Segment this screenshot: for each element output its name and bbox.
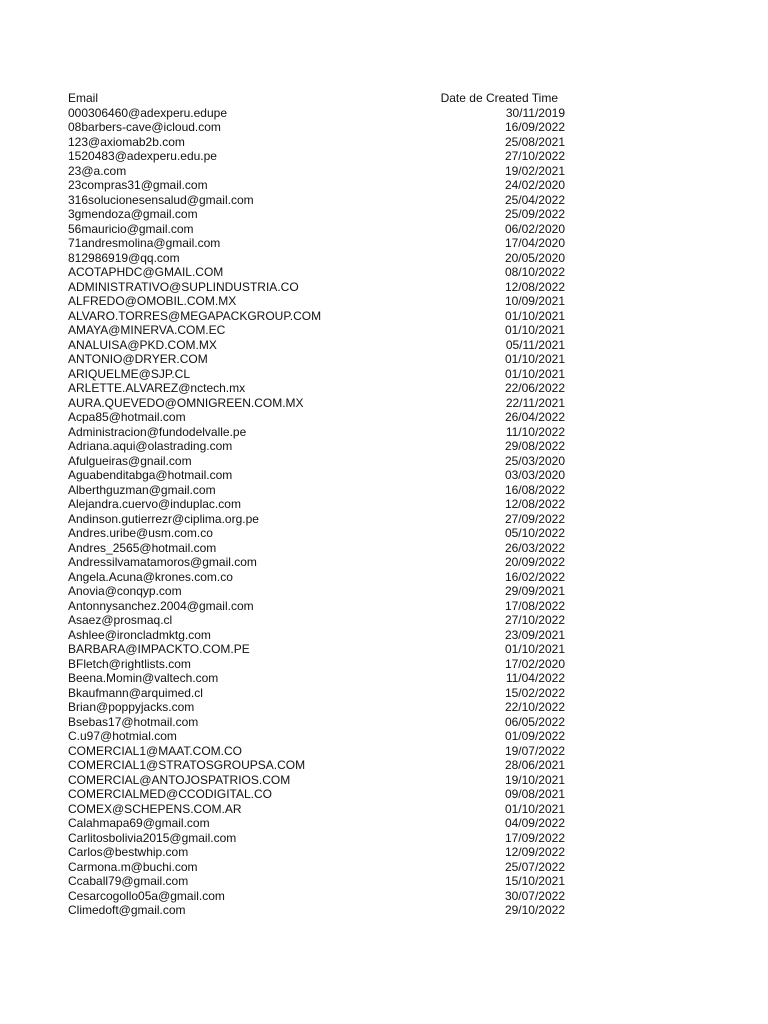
email-cell: 316solucionesensalud@gmail.com xyxy=(68,192,254,207)
email-cell: Bsebas17@hotmail.com xyxy=(68,714,199,729)
table-row xyxy=(68,715,568,730)
email-cell: Carlos@bestwhip.com xyxy=(68,845,189,859)
date-cell: 29/08/2022 xyxy=(504,439,565,453)
date-cell: 16/08/2022 xyxy=(504,482,565,497)
email-cell: Angela.Acuna@krones.com.co xyxy=(68,569,233,584)
date-cell: 30/07/2022 xyxy=(504,888,565,903)
email-cell: Carmona.m@buchi.com xyxy=(68,859,198,874)
date-cell: 15/10/2021 xyxy=(504,874,565,888)
table-row xyxy=(68,439,568,454)
email-cell: COMERCIALMED@CCODIGITAL.CO xyxy=(68,787,272,801)
email-cell: 56mauricio@gmail.com xyxy=(68,221,194,236)
date-cell: 04/09/2022 xyxy=(504,816,565,830)
date-cell: 27/10/2022 xyxy=(504,149,565,163)
date-cell: 29/09/2021 xyxy=(504,584,565,598)
email-cell: Cesarcogollo05a@gmail.com xyxy=(68,888,225,903)
table-row xyxy=(68,599,568,614)
email-cell: ARIQUELME@SJP.CL xyxy=(68,366,190,381)
table-row xyxy=(68,845,568,860)
date-cell: 09/08/2021 xyxy=(504,787,565,801)
table-row xyxy=(68,396,568,411)
email-cell: Alberthguzman@gmail.com xyxy=(68,482,216,497)
email-cell: Andinson.gutierrezr@ciplima.org.pe xyxy=(68,511,259,526)
date-cell: 01/10/2021 xyxy=(504,308,565,323)
table-row xyxy=(68,831,568,846)
email-cell: Ccaball79@gmail.com xyxy=(68,874,189,888)
table-row xyxy=(68,773,568,788)
table-row xyxy=(68,236,568,251)
email-column-header: Email xyxy=(68,91,99,105)
date-cell: 01/10/2021 xyxy=(504,323,565,337)
email-cell: Andressilvamatamoros@gmail.com xyxy=(68,555,257,569)
date-cell: 01/10/2021 xyxy=(504,642,565,656)
table-row xyxy=(68,468,568,483)
email-cell: Antonnysanchez.2004@gmail.com xyxy=(68,598,254,613)
table-row xyxy=(68,222,568,237)
email-cell: Climedoft@gmail.com xyxy=(68,903,186,917)
table-row xyxy=(68,338,568,353)
email-cell: 71andresmolina@gmail.com xyxy=(68,236,221,250)
email-cell: Ashlee@ironcladmktg.com xyxy=(68,627,211,642)
table-row xyxy=(68,207,568,222)
date-cell: 17/04/2020 xyxy=(504,236,565,250)
email-cell: ARLETTE.ALVAREZ@nctech.mx xyxy=(68,381,246,395)
table-row xyxy=(68,628,568,643)
table-row xyxy=(68,352,568,367)
date-cell: 17/02/2020 xyxy=(504,656,565,671)
email-cell: 123@axiomab2b.com xyxy=(68,134,185,149)
table-row xyxy=(68,584,568,599)
email-cell: BFletch@rightlists.com xyxy=(68,656,191,671)
table-row xyxy=(68,425,568,440)
email-cell: 23compras31@gmail.com xyxy=(68,178,208,192)
table-row xyxy=(68,280,568,295)
email-cell: Adriana.aqui@olastrading.com xyxy=(68,439,233,453)
email-cell: Andres_2565@hotmail.com xyxy=(68,540,217,555)
table-row xyxy=(68,903,568,918)
date-cell: 26/03/2022 xyxy=(504,540,565,555)
date-cell: 23/09/2021 xyxy=(504,627,565,642)
email-cell: Brian@poppyjacks.com xyxy=(68,700,195,714)
date-cell: 01/10/2021 xyxy=(504,352,565,366)
table-row xyxy=(68,106,568,121)
table-row xyxy=(68,410,568,425)
table-row xyxy=(68,381,568,396)
date-cell: 12/09/2022 xyxy=(504,845,565,859)
email-cell: COMERCIAL@ANTOJOSPATRIOS.COM xyxy=(68,772,291,787)
date-cell: 11/10/2022 xyxy=(505,424,565,439)
table-header-row xyxy=(68,91,568,106)
table-row xyxy=(68,454,568,469)
date-cell: 29/10/2022 xyxy=(504,903,565,917)
date-cell: 17/08/2022 xyxy=(504,598,565,613)
table-row xyxy=(68,251,568,266)
table-row xyxy=(68,802,568,817)
email-cell: AURA.QUEVEDO@OMNIGREEN.COM.MX xyxy=(68,395,304,410)
table-row xyxy=(68,512,568,527)
date-cell: 12/08/2022 xyxy=(504,279,565,294)
email-cell: Acpa85@hotmail.com xyxy=(68,410,186,424)
table-row xyxy=(68,671,568,686)
date-cell: 22/11/2021 xyxy=(505,395,565,410)
date-cell: 17/09/2022 xyxy=(504,830,565,845)
email-cell: Andres.uribe@usm.com.co xyxy=(68,526,213,540)
date-cell: 27/09/2022 xyxy=(504,511,565,526)
email-cell: 23@a.com xyxy=(68,163,127,178)
table-row xyxy=(68,613,568,628)
date-cell: 16/02/2022 xyxy=(504,569,565,584)
date-cell: 25/04/2022 xyxy=(504,192,565,207)
table-row xyxy=(68,570,568,585)
email-cell: Carlitosbolivia2015@gmail.com xyxy=(68,830,237,845)
table-row xyxy=(68,483,568,498)
date-cell: 22/10/2022 xyxy=(504,700,565,714)
date-cell: 11/04/2022 xyxy=(505,671,565,685)
date-cell: 20/09/2022 xyxy=(504,555,565,569)
date-cell: 05/10/2022 xyxy=(504,526,565,540)
date-cell: 27/10/2022 xyxy=(504,613,565,627)
date-cell: 06/05/2022 xyxy=(504,714,565,729)
table-row xyxy=(68,874,568,889)
email-cell: BARBARA@IMPACKTO.COM.PE xyxy=(68,642,250,656)
email-cell: Aguabenditabga@hotmail.com xyxy=(68,468,233,482)
table-row xyxy=(68,497,568,512)
date-cell: 28/06/2021 xyxy=(504,758,565,772)
date-cell: 19/07/2022 xyxy=(504,743,565,758)
table-body xyxy=(68,106,568,918)
date-cell: 25/07/2022 xyxy=(504,859,565,874)
email-cell: 812986919@qq.com xyxy=(68,250,180,265)
email-cell: 3gmendoza@gmail.com xyxy=(68,207,198,221)
date-cell: 30/11/2019 xyxy=(505,105,565,120)
date-cell: 05/11/2021 xyxy=(505,337,565,352)
email-cell: COMERCIAL1@STRATOSGROUPSA.COM xyxy=(68,758,306,772)
email-cell: ALFREDO@OMOBIL.COM.MX xyxy=(68,294,237,308)
email-cell: ANALUISA@PKD.COM.MX xyxy=(68,337,217,352)
email-cell: ADMINISTRATIVO@SUPLINDUSTRIA.CO xyxy=(68,279,299,294)
table-row xyxy=(68,889,568,904)
date-cell: 03/03/2020 xyxy=(504,468,565,482)
table-row xyxy=(68,686,568,701)
date-cell: 10/09/2021 xyxy=(504,294,565,308)
table-row xyxy=(68,164,568,179)
email-cell: Alejandra.cuervo@induplac.com xyxy=(68,497,241,511)
table-row xyxy=(68,135,568,150)
date-cell: 19/02/2021 xyxy=(504,163,565,178)
date-cell: 01/10/2021 xyxy=(504,801,565,816)
email-cell: Bkaufmann@arquimed.cl xyxy=(68,685,203,700)
table-row xyxy=(68,309,568,324)
table-row xyxy=(68,816,568,831)
email-cell: ACOTAPHDC@GMAIL.COM xyxy=(68,265,224,279)
table-row xyxy=(68,860,568,875)
date-cell: 08/10/2022 xyxy=(504,265,565,279)
date-cell: 12/08/2022 xyxy=(504,497,565,511)
table-row xyxy=(68,787,568,802)
table-row xyxy=(68,729,568,744)
email-date-table xyxy=(68,91,568,918)
date-cell: 06/02/2020 xyxy=(504,221,565,236)
table-row xyxy=(68,758,568,773)
table-row xyxy=(68,178,568,193)
table-row xyxy=(68,642,568,657)
date-cell: 25/08/2021 xyxy=(504,134,565,149)
email-cell: Afulgueiras@gnail.com xyxy=(68,453,192,468)
email-cell: COMEX@SCHEPENS.COM.AR xyxy=(68,801,242,816)
email-cell: 000306460@adexperu.edupe xyxy=(68,105,227,120)
email-cell: 08barbers-cave@icloud.com xyxy=(68,120,221,134)
table-row xyxy=(68,193,568,208)
date-cell: 15/02/2022 xyxy=(504,685,565,700)
email-cell: AMAYA@MINERVA.COM.EC xyxy=(68,323,226,337)
date-cell: 22/06/2022 xyxy=(504,381,565,395)
table-row xyxy=(68,555,568,570)
date-cell: 25/09/2022 xyxy=(504,207,565,221)
table-row xyxy=(68,541,568,556)
email-cell: Calahmapa69@gmail.com xyxy=(68,816,210,830)
date-cell: 24/02/2020 xyxy=(504,178,565,192)
email-cell: Anovia@conqyp.com xyxy=(68,584,182,598)
table-row xyxy=(68,526,568,541)
date-cell: 01/09/2022 xyxy=(504,729,565,743)
table-row xyxy=(68,265,568,280)
date-cell: 01/10/2021 xyxy=(504,366,565,381)
date-cell: 26/04/2022 xyxy=(504,410,565,424)
table-row xyxy=(68,120,568,135)
email-cell: ALVARO.TORRES@MEGAPACKGROUP.COM xyxy=(68,308,322,323)
email-cell: ANTONIO@DRYER.COM xyxy=(68,352,208,366)
email-cell: Asaez@prosmaq.cl xyxy=(68,613,173,627)
email-cell: 1520483@adexperu.edu.pe xyxy=(68,149,217,163)
email-cell: Beena.Momin@valtech.com xyxy=(68,671,219,685)
email-cell: C.u97@hotmial.com xyxy=(68,729,177,743)
table-row xyxy=(68,149,568,164)
date-cell: 19/10/2021 xyxy=(504,772,565,787)
date-cell: 25/03/2020 xyxy=(504,453,565,468)
table-row xyxy=(68,294,568,309)
table-row xyxy=(68,744,568,759)
email-cell: COMERCIAL1@MAAT.COM.CO xyxy=(68,743,242,758)
date-cell: 16/09/2022 xyxy=(504,120,565,134)
table-row xyxy=(68,367,568,382)
date-column-header: Date de Created Time xyxy=(440,91,558,105)
table-row xyxy=(68,657,568,672)
date-cell: 20/05/2020 xyxy=(504,250,565,265)
table-row xyxy=(68,700,568,715)
email-cell: Administracion@fundodelvalle.pe xyxy=(68,424,247,439)
table-row xyxy=(68,323,568,338)
